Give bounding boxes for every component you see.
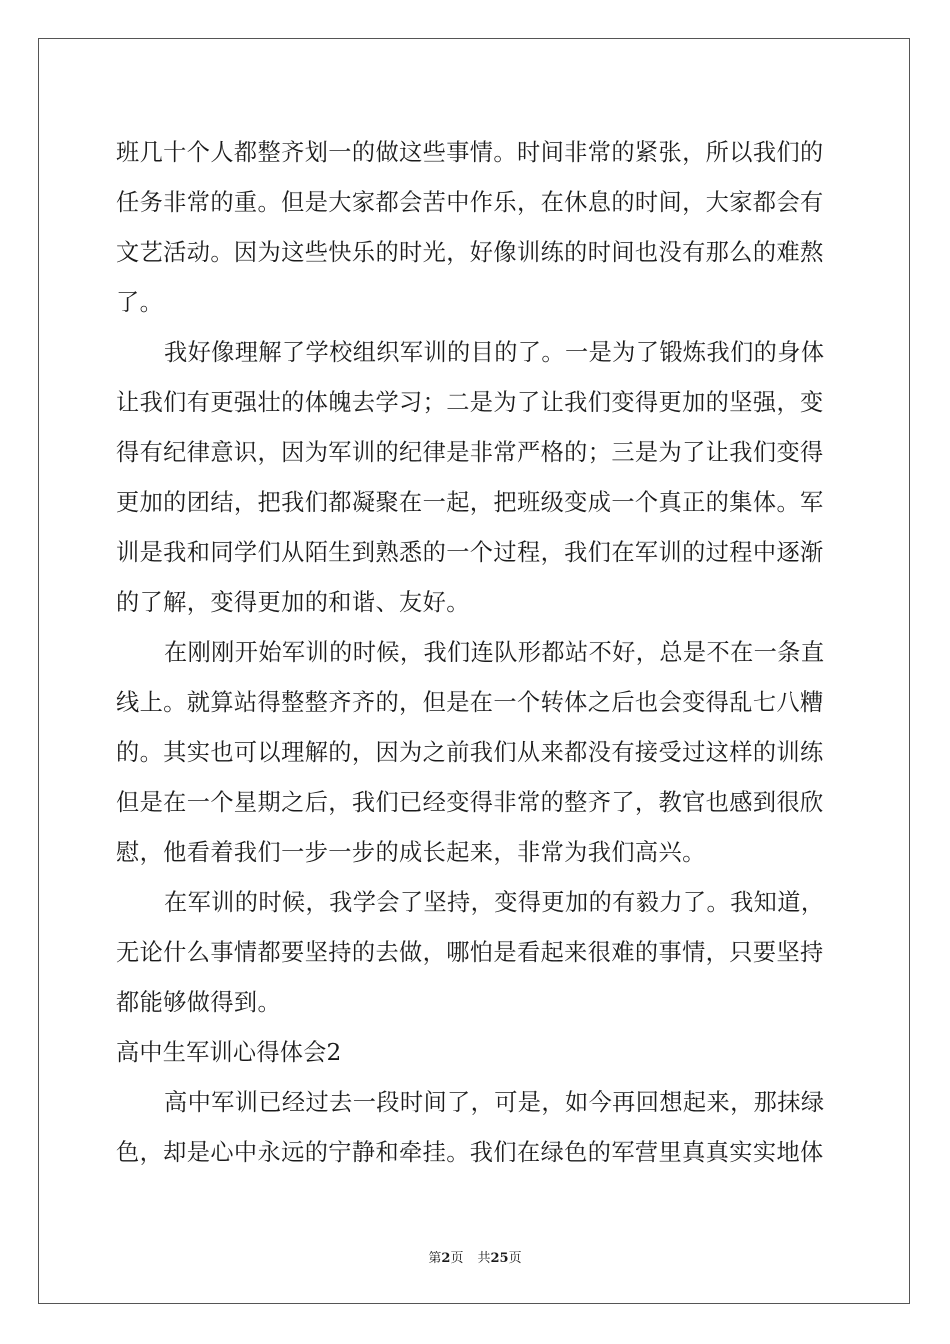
total-pages: 25 (490, 1251, 509, 1266)
text-line: 都能够做得到。 (116, 989, 282, 1016)
section-heading: 高中生军训心得体会2 (116, 1039, 342, 1066)
text-line: 线上。就算站得整整齐齐的，但是在一个转体之后也会变得乱七八糟 (116, 689, 824, 716)
text-line: 色，却是心中永远的宁静和牵挂。我们在绿色的军营里真真实实地体 (116, 1139, 824, 1166)
paragraph-first-line: 在军训的时候，我学会了坚持，变得更加的有毅力了。我知道， (164, 889, 825, 916)
text-line: 无论什么事情都要坚持的去做，哪怕是看起来很难的事情，只要坚持 (116, 939, 824, 966)
text-line: 了。 (116, 289, 164, 316)
total-prefix: 共 (477, 1251, 491, 1266)
text-line: 慰，他看着我们一步一步的成长起来，非常为我们高兴。 (116, 839, 706, 866)
text-line: 的。其实也可以理解的，因为之前我们从来都没有接受过这样的训练 (116, 739, 824, 766)
paragraph-first-line: 我好像理解了学校组织军训的目的了。一是为了锻炼我们的身体 (164, 339, 825, 366)
page-suffix: 页 (450, 1251, 464, 1266)
page-prefix: 第 (428, 1251, 442, 1266)
text-line: 班几十个人都整齐划一的做这些事情。时间非常的紧张，所以我们的 (116, 139, 824, 166)
text-line: 的了解，变得更加的和谐、友好。 (116, 589, 470, 616)
text-line: 文艺活动。因为这些快乐的时光，好像训练的时间也没有那么的难熬 (116, 239, 824, 266)
text-line: 但是在一个星期之后，我们已经变得非常的整齐了，教官也感到很欣 (116, 789, 824, 816)
page-number: 2 (441, 1251, 451, 1266)
text-line: 让我们有更强壮的体魄去学习；二是为了让我们变得更加的坚强，变 (116, 389, 824, 416)
text-line: 任务非常的重。但是大家都会苦中作乐，在休息的时间，大家都会有 (116, 189, 824, 216)
page-footer (0, 1247, 950, 1266)
text-line: 得有纪律意识，因为军训的纪律是非常严格的；三是为了让我们变得 (116, 439, 824, 466)
text-line: 训是我和同学们从陌生到熟悉的一个过程，我们在军训的过程中逐渐 (116, 539, 824, 566)
paragraph-first-line: 在刚刚开始军训的时候，我们连队形都站不好，总是不在一条直 (164, 639, 825, 666)
text-line: 更加的团结，把我们都凝聚在一起，把班级变成一个真正的集体。军 (116, 489, 824, 516)
paragraph-first-line: 高中军训已经过去一段时间了，可是，如今再回想起来，那抹绿 (164, 1089, 825, 1116)
total-suffix: 页 (508, 1251, 522, 1266)
document-body (116, 128, 834, 1178)
